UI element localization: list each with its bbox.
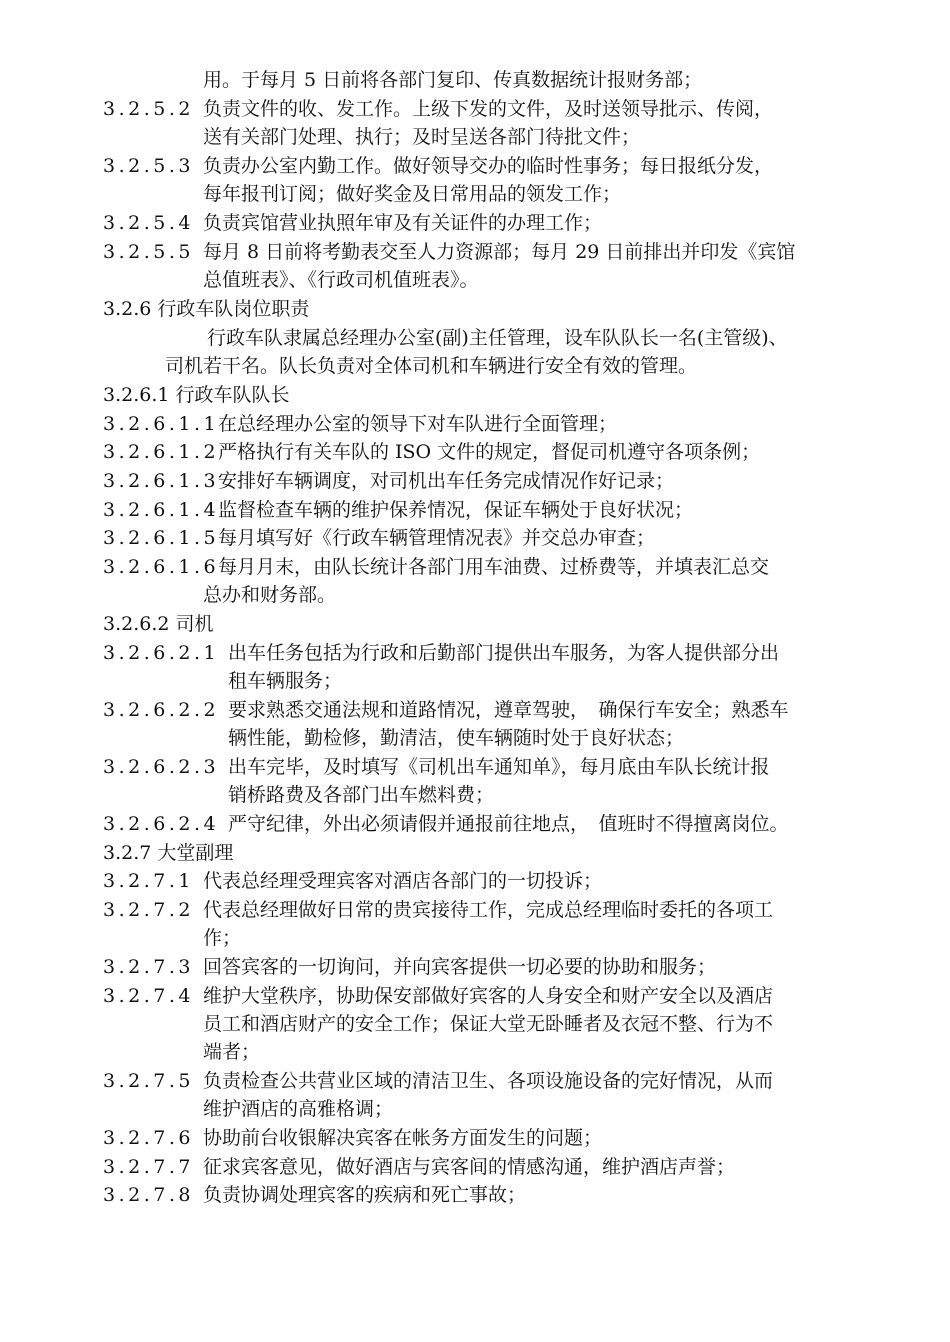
item-number: 3.2.6.1.2 — [103, 441, 220, 463]
text-line: 要求熟悉交通法规和道路情况，遵章驾驶， 确保行车安全；熟悉车 — [228, 699, 789, 721]
text-line: 负责文件的收、发工作。上级下发的文件，及时送领导批示、传阅， — [203, 98, 774, 120]
item-number: 3.2.7.7 — [103, 1156, 194, 1178]
subsection-heading: 3.2.6.2 司机 — [103, 613, 214, 635]
text-line: 回答宾客的一切询问，并向宾客提供一切必要的协助和服务； — [203, 956, 717, 978]
item-number: 3.2.7.1 — [103, 870, 194, 892]
paragraph-line: 司机若干名。队长负责对全体司机和车辆进行安全有效的管理。 — [165, 355, 698, 377]
text-line: 作； — [203, 927, 242, 949]
item-number: 3.2.6.1.4 — [103, 499, 220, 521]
text-line: 严格执行有关车队的 ISO 文件的规定，督促司机遵守各项条例； — [218, 441, 761, 463]
text-line: 维护大堂秩序，协助保安部做好宾客的人身安全和财产安全以及酒店 — [203, 985, 774, 1007]
item-number: 3.2.7.4 — [103, 985, 194, 1007]
text-line: 出车任务包括为行政和后勤部门提供出车服务，为客人提供部分出 — [228, 642, 780, 664]
section-heading: 3.2.7 大堂副理 — [103, 842, 234, 864]
paragraph-line: 行政车队隶属总经理办公室(副)主任管理，设车队队长一名(主管级)、 — [207, 327, 788, 349]
text-line: 负责协调处理宾客的疾病和死亡事故； — [203, 1184, 527, 1206]
item-number: 3.2.6.2.3 — [103, 756, 220, 778]
text-line: 负责检查公共营业区域的清洁卫生、各项设施设备的完好情况，从而 — [203, 1070, 774, 1092]
item-number: 3.2.6.2.1 — [103, 642, 220, 664]
text-line: 安排好车辆调度，对司机出车任务完成情况作好记录； — [218, 470, 675, 492]
section-heading: 3.2.6 行政车队岗位职责 — [103, 298, 310, 320]
item-number: 3.2.6.2.4 — [103, 813, 220, 835]
subsection-heading: 3.2.6.1 行政车队队长 — [103, 384, 290, 406]
item-number: 3.2.7.5 — [103, 1070, 194, 1092]
item-number: 3.2.7.8 — [103, 1184, 194, 1206]
text-line: 出车完毕，及时填写《司机出车通知单》，每月底由车队长统计报 — [228, 756, 770, 778]
text-line: 负责办公室内勤工作。做好领导交办的临时性事务；每日报纸分发， — [203, 155, 774, 177]
item-number: 3.2.7.6 — [103, 1127, 194, 1149]
text-line: 租车辆服务； — [228, 670, 343, 692]
text-line: 每月月末，由队长统计各部门用车油费、过桥费等，并填表汇总交 — [218, 556, 770, 578]
item-number: 3.2.6.1.3 — [103, 470, 220, 492]
text-line: 在总经理办公室的领导下对车队进行全面管理； — [218, 413, 618, 435]
text-line: 协助前台收银解决宾客在帐务方面发生的问题； — [203, 1127, 603, 1149]
text-line: 总值班表》、《行政司机值班表》。 — [203, 269, 479, 291]
item-number: 3.2.6.1.5 — [103, 527, 220, 549]
text-line: 辆性能，勤检修，勤清洁，使车辆随时处于良好状态； — [228, 727, 685, 749]
item-number: 3.2.5.3 — [103, 155, 194, 177]
text-line: 用。于每月 5 日前将各部门复印、传真数据统计报财务部； — [203, 69, 703, 91]
item-number: 3.2.6.1.6 — [103, 556, 220, 578]
text-line: 维护酒店的高雅格调； — [203, 1098, 394, 1120]
text-line: 每月填写好《行政车辆管理情况表》并交总办审查； — [218, 527, 656, 549]
text-line: 每年报刊订阅；做好奖金及日常用品的领发工作； — [203, 183, 622, 205]
text-line: 监督检查车辆的维护保养情况，保证车辆处于良好状况； — [218, 499, 694, 521]
text-line: 员工和酒店财产的安全工作；保证大堂无卧睡者及衣冠不整、行为不 — [203, 1013, 774, 1035]
text-line: 代表总经理受理宾客对酒店各部门的一切投诉； — [203, 870, 603, 892]
text-line: 征求宾客意见，做好酒店与宾客间的情感沟通，维护酒店声誉； — [203, 1156, 736, 1178]
item-number: 3.2.7.3 — [103, 956, 194, 978]
text-line: 每月 8 日前将考勤表交至人力资源部；每月 29 日前排出并印发《宾馆 — [203, 241, 796, 263]
item-number: 3.2.5.4 — [103, 212, 194, 234]
item-number: 3.2.5.5 — [103, 241, 194, 263]
text-line: 销桥路费及各部门出车燃料费； — [228, 784, 495, 806]
text-line: 端者； — [203, 1041, 261, 1063]
item-number: 3.2.5.2 — [103, 98, 194, 120]
text-line: 代表总经理做好日常的贵宾接待工作，完成总经理临时委托的各项工 — [203, 899, 774, 921]
item-number: 3.2.6.1.1 — [103, 413, 220, 435]
text-line: 严守纪律，外出必须请假并通报前往地点， 值班时不得擅离岗位。 — [228, 813, 789, 835]
text-line: 送有关部门处理、执行；及时呈送各部门待批文件； — [203, 126, 641, 148]
item-number: 3.2.6.2.2 — [103, 699, 220, 721]
text-line: 负责宾馆营业执照年审及有关证件的办理工作； — [203, 212, 603, 234]
text-line: 总办和财务部。 — [203, 584, 337, 606]
item-number: 3.2.7.2 — [103, 899, 194, 921]
